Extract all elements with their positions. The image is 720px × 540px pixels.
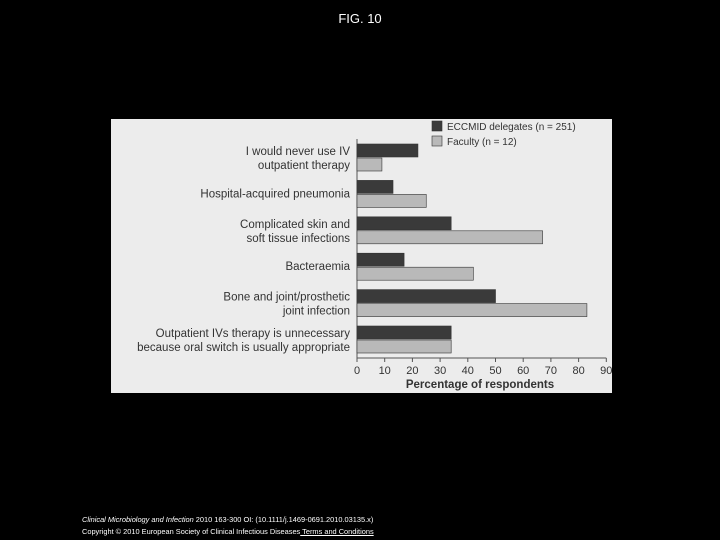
legend-label: Faculty (n = 12) [447,137,517,148]
category-label [137,328,350,354]
category-label [246,146,351,172]
category-label-line: Complicated skin and [240,218,350,231]
citation-line [82,514,374,526]
x-tick-label: 40 [461,365,474,377]
category-label [200,188,350,200]
category-label [223,292,350,318]
citation-details: 2010 163-300 OI: (10.1111/j.1469-0691.2010.03135.x) [193,515,374,524]
bar-eccmid [357,253,404,266]
x-tick-label: 10 [378,365,391,377]
x-tick-label: 80 [572,365,585,377]
x-tick-label: 60 [517,365,530,377]
x-tick-label: 0 [353,365,361,377]
copyright-text: Copyright © 2010 European Society of Clinical Infectious Diseases [82,527,301,536]
bar-eccmid [357,326,451,339]
chart-panel [111,119,612,393]
bar-eccmid [357,217,451,230]
x-tick-label: 20 [406,365,419,377]
bar-faculty [357,267,473,280]
bar-faculty [357,340,451,353]
bar-faculty [357,158,382,171]
category-label-line: soft tissue infections [246,232,350,245]
copyright-line [82,526,374,538]
x-tick-label: 30 [433,365,447,377]
category-label [240,219,350,245]
x-axis-label: Percentage of respondents [405,379,555,391]
legend-label: ECCMID delegates (n = 251) [447,122,576,133]
category-label-line: because oral switch is usually appropriate [137,342,350,354]
category-label-line: outpatient therapy [257,160,350,172]
category-label-line: Bacteraemia [285,261,350,274]
legend-swatch [432,136,442,146]
legend-swatch [432,121,442,131]
terms-and-conditions-link[interactable]: Terms and Conditions [300,527,374,536]
x-tick-label: 50 [489,365,502,377]
bar-faculty [357,231,543,244]
figure-title: FIG. 10 [338,11,382,26]
category-label-line: Hospital-acquired pneumonia [200,188,350,201]
category-label-line: Bone and joint/prosthetic [223,291,350,304]
journal-name: Clinical Microbiology and Infection [82,515,194,524]
bar-eccmid [357,144,418,157]
bar-faculty [357,304,587,317]
bar-chart [111,119,612,393]
bar-eccmid [357,180,393,193]
x-tick-label: 70 [544,365,558,377]
category-label-line: Outpatient IVs therapy is unnecessary [155,328,350,340]
category-label-line: joint infection [282,305,350,318]
bar-eccmid [357,290,496,303]
category-label [285,261,350,273]
bar-faculty [357,194,426,207]
category-label-line: I would never use IV [245,146,350,158]
x-tick-label: 90 [600,365,612,377]
citation [82,514,374,538]
